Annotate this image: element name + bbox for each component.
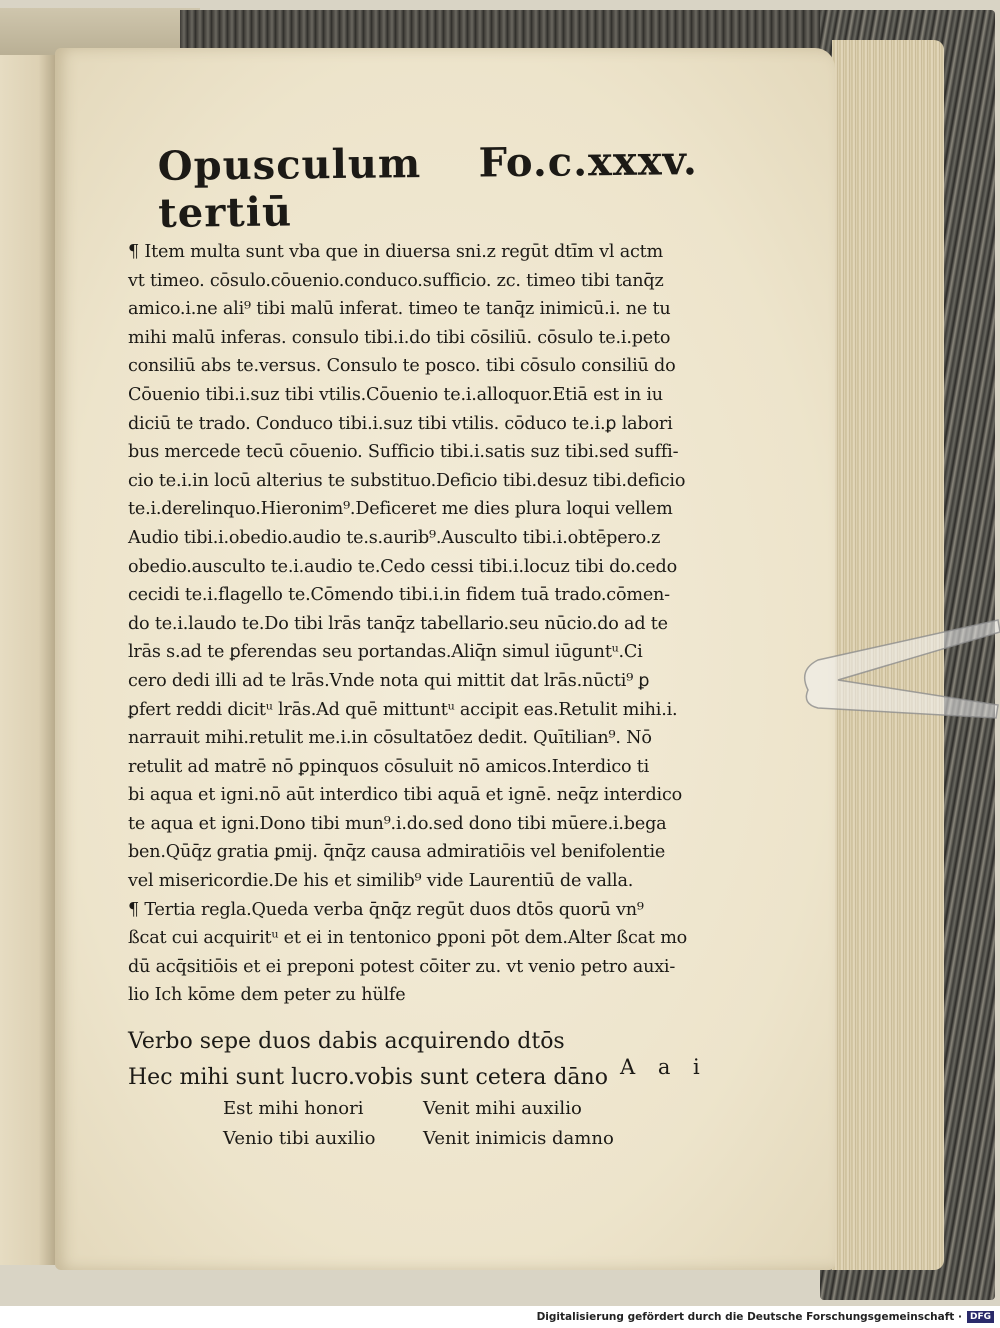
signature-mark: A a i — [620, 1055, 708, 1079]
text-line: lrās s.ad te ꝑferendas seu portandas.Aliq̄n simul iūguntᵘ.Ci — [128, 642, 643, 663]
running-head-title: Opusculum tertiū — [157, 140, 422, 237]
text-line: Audio tibi.i.obedio.audio te.s.aurib⁹.Ausculto tibi.i.obtēpero.z — [128, 527, 661, 548]
page-clip — [798, 610, 1000, 730]
left-page-edge — [0, 55, 55, 1265]
text-line: obedio.ausculto te.i.audio te.Cedo cessi tibi.i.locuz tibi do.cedo — [128, 556, 677, 577]
verse-example: Venit inimicis damno — [423, 1128, 614, 1150]
verse-block — [128, 1024, 698, 1152]
text-line: do te.i.laudo te.Do tibi lrās tanq̄z tabellario.seu nūcio.do ad te — [128, 613, 668, 634]
running-head — [158, 137, 699, 237]
text-line: vt timeo. cōsulo.cōuenio.conduco.sufficio. zc. timeo tibi tanq̄z — [128, 270, 664, 291]
folio-number: Fo.c.xxxv. — [478, 137, 698, 187]
text-line: ¶ Tertia regla.Queda verba q̄nq̄z regūt duos dtōs quorū vn⁹ — [128, 899, 644, 920]
text-line: ben.Qūq̄z gratia ꝑmij. q̄nq̄z causa admiratiōis vel benifolentie — [128, 842, 666, 863]
verse-example: Venit mihi auxilio — [423, 1098, 582, 1120]
text-line: bus mercede tecū cōuenio. Sufficio tibi.i.satis suz tibi.sed suffi- — [128, 442, 679, 463]
text-line: ßcat cui acquiritᵘ et ei in tentonico ꝑponi pōt dem.Alter ßcat mo — [128, 928, 688, 949]
text-line: ¶ Item multa sunt vba que in diuersa sni.z regūt dtīm vl actm — [128, 242, 664, 262]
text-line: consiliū abs te.versus. Consulo te posco. tibi cōsulo consiliū do — [128, 356, 676, 377]
text-line: cero dedi illi ad te lrās.Vnde nota qui mittit dat lrās.nūcti⁹ ꝑ — [128, 670, 650, 691]
text-line: amico.i.ne ali⁹ tibi malū inferat. timeo te tanq̄z inimicū.i. ne tu — [128, 299, 671, 320]
text-line: retulit ad matrē nō ꝑpinquos cōsuluit nō amicos.Interdico ti — [128, 756, 650, 777]
page-text — [128, 137, 698, 1152]
text-line: bi aqua et igni.nō aūt interdico tibi aquā et ignē. neq̄z interdico — [128, 785, 683, 806]
text-line: lio Ich kōme dem peter zu hülfe — [128, 985, 406, 1006]
text-line: mihi malū inferas. consulo tibi.i.do tibi cōsiliū. cōsulo te.i.peto — [128, 327, 671, 348]
verse-example: Est mihi honori — [223, 1098, 364, 1120]
text-line: cio te.i.in locū alterius te substituo.Deficio tibi.desuz tibi.deficio — [128, 470, 686, 491]
text-line: ꝑfert reddi dicitᵘ lrās.Ad quē mittuntᵘ accipit eas.Retulit mihi.i. — [128, 699, 678, 720]
text-line: vel misericordie.De his et similib⁹ vide Laurentiū de valla. — [128, 871, 634, 892]
text-line: Cōuenio tibi.i.suz tibi vtilis.Cōuenio te.i.alloquor.Etiā est in iu — [128, 384, 663, 405]
text-line: te.i.derelinquo.Hieronim⁹.Deficeret me dies plura loqui vellem — [128, 499, 673, 520]
text-line: narrauit mihi.retulit me.i.in cōsultatōez dedit. Quītilian⁹. Nō — [128, 728, 652, 749]
footer-credit — [0, 1306, 1000, 1328]
text-line: cecidi te.i.flagello te.Cōmendo tibi.i.in fidem tuā trado.cōmen- — [128, 585, 670, 606]
dfg-logo: DFG — [967, 1311, 994, 1323]
verse-example: Venio tibi auxilio — [223, 1128, 376, 1150]
verse-line-2: Hec mihi sunt lucro.vobis sunt cetera dāno — [128, 1065, 608, 1091]
credit-text: Digitalisierung gefördert durch die Deutsche Forschungsgemeinschaft · — [536, 1311, 962, 1323]
text-line: diciū te trado. Conduco tibi.i.suz tibi vtilis. cōduco te.i.ꝑ labori — [128, 413, 673, 434]
verse-examples — [223, 1096, 698, 1152]
text-line: dū acq̄sitiōis et ei preponi potest cōiter zu. vt venio petro auxi- — [128, 956, 676, 977]
verse-line-1: Verbo sepe duos dabis acquirendo dtōs — [128, 1029, 565, 1055]
text-line: te aqua et igni.Dono tibi mun⁹.i.do.sed dono tibi mūere.i.bega — [128, 813, 667, 834]
